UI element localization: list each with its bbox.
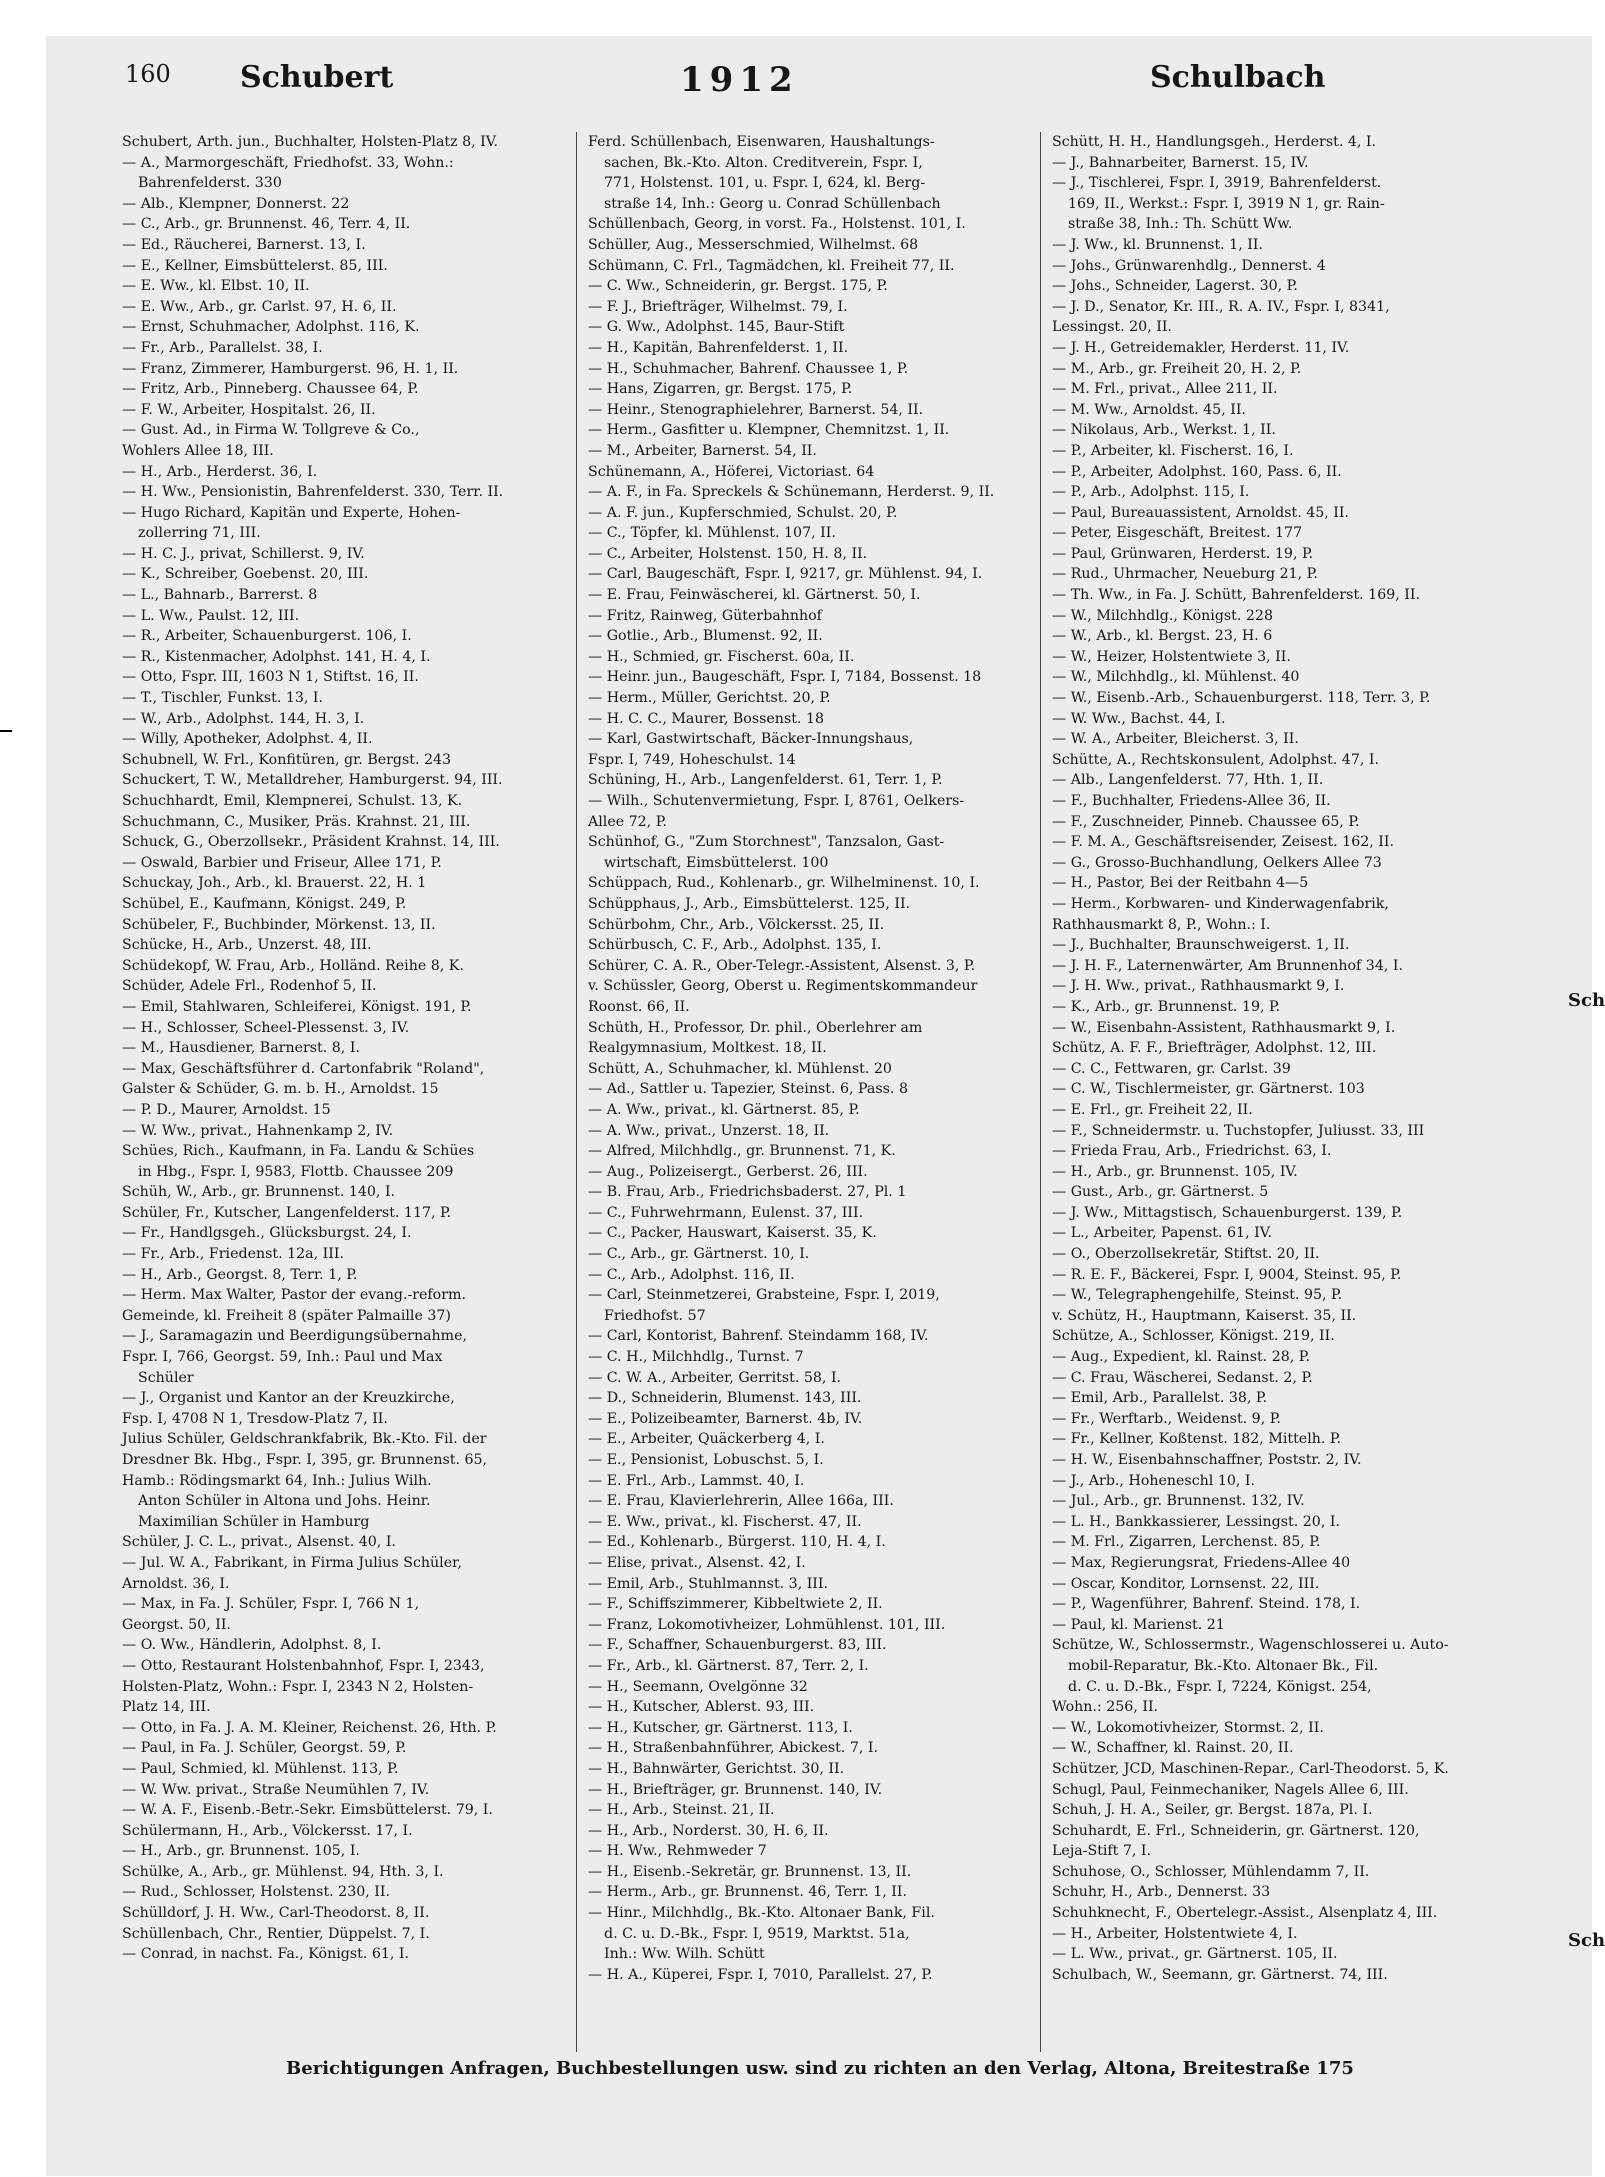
directory-entry: Schüh, W., Arb., gr. Brunnenst. 140, I. <box>122 1184 396 1201</box>
directory-entry: — W., Eisenbahn-Assistent, Rathhausmarkt 9, I. <box>1052 1019 1396 1036</box>
directory-entry: Friedhofst. 57 <box>604 1307 706 1324</box>
directory-entry: Schuchhardt, Emil, Klempnerei, Schulst. 13, K. <box>122 793 463 809</box>
directory-entry: — E. Frau, Klavierlehrerin, Allee 166a, III. <box>588 1493 894 1510</box>
directory-entry: — C., Arb., gr. Brunnenst. 46, Terr. 4, II. <box>122 216 411 233</box>
directory-entry: — H., Arb., Steinst. 21, II. <box>588 1802 775 1819</box>
directory-entry: straße 14, Inh.: Georg u. Conrad Schüllenbach <box>604 195 941 212</box>
directory-entry: — J. H. Ww., privat., Rathhausmarkt 9, I. <box>1052 978 1345 995</box>
directory-entry: — Fr., Arb., Parallelst. 38, I. <box>122 339 323 356</box>
directory-entry: — Heinr. jun., Baugeschäft, Fspr. I, 7184, Bossenst. 18 <box>588 669 982 686</box>
directory-entry: — H. C. C., Maurer, Bossenst. 18 <box>588 710 824 727</box>
directory-entry: — W., Milchhdlg., Königst. 228 <box>1052 607 1273 624</box>
directory-entry: — H., Kutscher, gr. Gärtnerst. 113, I. <box>588 1719 853 1736</box>
directory-entry: — Ernst, Schuhmacher, Adolphst. 116, K. <box>122 319 420 336</box>
directory-entry: — Oswald, Barbier und Friseur, Allee 171, P. <box>122 854 442 871</box>
directory-entry: — A. F., in Fa. Spreckels & Schünemann, Herderst. 9, II. <box>588 484 995 501</box>
directory-entry: — Karl, Gastwirtschaft, Bäcker-Innungshaus, <box>588 731 914 748</box>
directory-entry: — J. Ww., Mittagstisch, Schauenburgerst. 139, P. <box>1052 1204 1403 1221</box>
directory-column-3 <box>1052 132 1452 1985</box>
directory-entry: — E. Ww., privat., kl. Fischerst. 47, II. <box>588 1513 862 1530</box>
directory-entry: Inh.: Ww. Wilh. Schütt <box>604 1946 765 1963</box>
directory-entry: — Johs., Grünwarenhdlg., Dennerst. 4 <box>1052 257 1326 274</box>
directory-entry: Rathhausmarkt 8, P., Wohn.: I. <box>1052 916 1271 933</box>
directory-entry: — Carl, Baugeschäft, Fspr. I, 9217, gr. Mühlenst. 94, I. <box>588 566 983 583</box>
directory-entry: — H. Ww., Pensionistin, Bahrenfelderst. 330, Terr. II. <box>122 484 504 501</box>
directory-entry: — Alfred, Milchhdlg., gr. Brunnenst. 71, K. <box>588 1143 896 1160</box>
directory-entry: — H. W., Eisenbahnschaffner, Poststr. 2, IV. <box>1052 1452 1362 1468</box>
directory-entry: in Hbg., Fspr. I, 9583, Flottb. Chaussee 209 <box>138 1163 454 1180</box>
directory-entry: — H., Kapitän, Bahrenfelderst. 1, II. <box>588 339 849 356</box>
directory-entry: — A. F. jun., Kupferschmied, Schulst. 20, P. <box>588 504 898 521</box>
crop-mark <box>0 730 12 732</box>
directory-entry: — W. A., Arbeiter, Bleicherst. 3, II. <box>1052 731 1299 748</box>
directory-entry: Schübeler, F., Buchbinder, Mörkenst. 13, II. <box>122 916 436 933</box>
directory-entry: — H., Arbeiter, Holstentwiete 4, I. <box>1052 1925 1298 1942</box>
directory-entry: — F., Buchhalter, Friedens-Allee 36, II. <box>1052 793 1331 809</box>
directory-entry: straße 38, Inh.: Th. Schütt Ww. <box>1068 216 1293 233</box>
directory-entry: — H., Arb., Norderst. 30, H. 6, II. <box>588 1822 829 1839</box>
directory-entry: Schulbach, W., Seemann, gr. Gärtnerst. 74, III. <box>1052 1966 1388 1983</box>
directory-entry: — Hans, Zigarren, gr. Bergst. 175, P. <box>588 381 853 398</box>
directory-entry: — Hinr., Milchhdlg., Bk.-Kto. Altonaer Bank, Fil. <box>588 1905 935 1922</box>
directory-entry: — M., Arbeiter, Barnerst. 54, II. <box>588 442 817 459</box>
directory-entry: Schubnell, W. Frl., Konfitüren, gr. Bergst. 243 <box>122 751 452 768</box>
directory-entry: — Nikolaus, Arb., Werkst. 1, II. <box>1052 422 1276 439</box>
directory-entry: — Emil, Stahlwaren, Schleiferei, Königst. 191, P. <box>122 998 472 1015</box>
directory-entry: — T., Tischler, Funkst. 13, I. <box>122 690 324 707</box>
directory-entry: — J., Organist und Kantor an der Kreuzkirche, <box>122 1390 455 1407</box>
directory-entry: — Ed., Räucherei, Barnerst. 13, I. <box>122 236 366 253</box>
directory-entry: Hamb.: Rödingsmarkt 64, Inh.: Julius Wilh. <box>122 1472 432 1489</box>
directory-entry: — H., Bahnwärter, Gerichtst. 30, II. <box>588 1760 845 1777</box>
directory-entry: — Franz, Zimmerer, Hamburgerst. 96, H. 1, II. <box>122 360 459 377</box>
directory-entry: 771, Holstenst. 101, u. Fspr. I, 624, kl. Berg- <box>604 175 926 192</box>
directory-entry: v. Schüssler, Georg, Oberst u. Regimentskommandeur <box>588 978 978 995</box>
directory-entry: — D., Schneiderin, Blumenst. 143, III. <box>588 1390 862 1407</box>
directory-entry: Schuhr, H., Arb., Dennerst. 33 <box>1052 1884 1271 1901</box>
directory-entry: Schuchmann, C., Musiker, Präs. Krahnst. 21, III. <box>122 813 471 830</box>
directory-entry: — Herm., Gasfitter u. Klempner, Chemnitzst. 1, II. <box>588 422 950 439</box>
directory-entry: Anton Schüler in Altona und Johs. Heinr. <box>138 1493 431 1510</box>
directory-entry: Schuhknecht, F., Obertelegr.-Assist., Alsenplatz 4, III. <box>1052 1905 1438 1922</box>
directory-entry: — Paul, in Fa. J. Schüler, Georgst. 59, P. <box>122 1740 407 1757</box>
directory-entry: Schünemann, A., Höferei, Victoriast. 64 <box>588 463 875 480</box>
directory-entry: — H., Arb., Herderst. 36, I. <box>122 463 318 480</box>
directory-entry: Schuckay, Joh., Arb., kl. Brauerst. 22, H. 1 <box>122 875 427 892</box>
directory-entry: — J., Saramagazin und Beerdigungsübernahme, <box>122 1328 468 1345</box>
directory-entry: — H., Eisenb.-Sekretär, gr. Brunnenst. 13, II. <box>588 1863 912 1880</box>
directory-entry: Realgymnasium, Moltkest. 18, II. <box>588 1040 827 1057</box>
directory-entry: — H. C. J., privat, Schillerst. 9, IV. <box>122 545 365 562</box>
directory-entry: — R., Arbeiter, Schauenburgerst. 106, I. <box>122 628 412 645</box>
directory-entry: — W. Ww., privat., Hahnenkamp 2, IV. <box>122 1122 394 1139</box>
directory-entry: — F., Zuschneider, Pinneb. Chaussee 65, P. <box>1052 813 1360 830</box>
directory-entry: — J. H. F., Laternenwärter, Am Brunnenhof 34, I. <box>1052 957 1403 974</box>
edge-mark: Sch <box>1568 990 1605 1011</box>
directory-entry: — Rud., Schlosser, Holstenst. 230, II. <box>122 1884 390 1901</box>
directory-entry: sachen, Bk.-Kto. Alton. Creditverein, Fspr. I, <box>604 154 923 171</box>
directory-entry: Schützer, JCD, Maschinen-Repar., Carl-Theodorst. 5, K. <box>1052 1760 1449 1777</box>
directory-entry: — E. Ww., kl. Elbst. 10, II. <box>122 278 310 295</box>
directory-entry: — C., Arb., Adolphst. 116, II. <box>588 1266 795 1283</box>
directory-entry: Fspr. I, 749, Hoheschulst. 14 <box>588 751 796 768</box>
directory-entry: — A., Marmorgeschäft, Friedhofst. 33, Wohn.: <box>122 154 454 171</box>
directory-entry: Schüpphaus, J., Arb., Eimsbüttelerst. 125, II. <box>588 895 911 912</box>
directory-entry: — F. W., Arbeiter, Hospitalst. 26, II. <box>122 401 376 418</box>
directory-entry: — Paul, Schmied, kl. Mühlenst. 113, P. <box>122 1760 399 1777</box>
directory-entry: — Herm., Korbwaren- und Kinderwagenfabrik, <box>1052 895 1389 912</box>
directory-entry: — E., Arbeiter, Quäckerberg 4, I. <box>588 1431 825 1448</box>
directory-entry: — C. W. A., Arbeiter, Gerritst. 58, I. <box>588 1369 842 1386</box>
directory-column-1 <box>122 132 522 1965</box>
directory-entry: Schües, Rich., Kaufmann, in Fa. Landu & Schües <box>122 1143 475 1160</box>
directory-entry: — J. D., Senator, Kr. III., R. A. IV., Fspr. I, 8341, <box>1052 298 1390 315</box>
directory-entry: — Gotlie., Arb., Blumenst. 92, II. <box>588 628 823 645</box>
header-year: 1912 <box>680 60 799 100</box>
directory-entry: Schülermann, H., Arb., Völckersst. 17, I. <box>122 1822 413 1839</box>
directory-entry: — C. Frau, Wäscherei, Sedanst. 2, P. <box>1052 1369 1313 1386</box>
directory-entry: v. Schütz, H., Hauptmann, Kaiserst. 35, II. <box>1052 1307 1357 1324</box>
directory-entry: Lessingst. 20, II. <box>1052 319 1172 336</box>
directory-entry: — P., Arb., Adolphst. 115, I. <box>1052 484 1250 501</box>
directory-entry: — C., Töpfer, kl. Mühlenst. 107, II. <box>588 525 836 542</box>
directory-entry: — Fr., Handlgsgeh., Glücksburgst. 24, I. <box>122 1225 412 1242</box>
directory-entry: — L. Ww., Paulst. 12, III. <box>122 607 300 624</box>
directory-entry: — Emil, Arb., Parallelst. 38, P. <box>1052 1390 1268 1407</box>
directory-entry: — G. Ww., Adolphst. 145, Baur-Stift <box>588 319 845 336</box>
directory-entry: — P. D., Maurer, Arnoldst. 15 <box>122 1101 331 1118</box>
directory-entry: — F. M. A., Geschäftsreisender, Zeisest. 162, II. <box>1052 834 1394 851</box>
directory-entry: mobil-Reparatur, Bk.-Kto. Altonaer Bk., Fil. <box>1068 1657 1379 1674</box>
directory-entry: — F. J., Briefträger, Wilhelmst. 79, I. <box>588 298 848 315</box>
directory-entry: — Otto, Fspr. III, 1603 N 1, Stiftst. 16, II. <box>122 669 419 686</box>
directory-entry: Schütte, A., Rechtskonsulent, Adolphst. 47, I. <box>1052 751 1379 768</box>
directory-entry: — Emil, Arb., Stuhlmannst. 3, III. <box>588 1575 829 1592</box>
directory-entry: — B. Frau, Arb., Friedrichsbaderst. 27, Pl. 1 <box>588 1184 907 1201</box>
directory-entry: — Th. Ww., in Fa. J. Schütt, Bahrenfelderst. 169, II. <box>1052 587 1420 604</box>
directory-entry: — H., Briefträger, gr. Brunnenst. 140, IV. <box>588 1781 883 1798</box>
directory-entry: — L. H., Bankkassierer, Lessingst. 20, I. <box>1052 1513 1340 1530</box>
directory-entry: zollerring 71, III. <box>138 525 261 542</box>
directory-entry: — C. Ww., Schneiderin, gr. Bergst. 175, P. <box>588 278 888 295</box>
directory-entry: — W. A. F., Eisenb.-Betr.-Sekr. Eimsbüttelerst. 79, I. <box>122 1802 493 1819</box>
directory-entry: — H., Seemann, Ovelgönne 32 <box>588 1678 808 1695</box>
directory-entry: — C., Arbeiter, Holstenst. 150, H. 8, II. <box>588 545 868 562</box>
directory-entry: — Rud., Uhrmacher, Neueburg 21, P. <box>1052 566 1318 583</box>
directory-entry: — Oscar, Konditor, Lornsenst. 22, III. <box>1052 1575 1320 1592</box>
edge-mark: Sch <box>1568 1930 1605 1951</box>
directory-entry: Schuh, J. H. A., Seiler, gr. Bergst. 187a, Pl. I. <box>1052 1802 1373 1819</box>
directory-entry: Schürbusch, C. F., Arb., Adolphst. 135, I. <box>588 937 882 954</box>
directory-entry: — Paul, Bureauassistent, Arnoldst. 45, II. <box>1052 504 1350 521</box>
directory-entry: — M., Hausdiener, Barnerst. 8, I. <box>122 1040 360 1057</box>
directory-entry: Schütt, A., Schuhmacher, kl. Mühlenst. 20 <box>588 1060 892 1077</box>
page-footer: Berichtigungen Anfragen, Buchbestellungen usw. sind zu richten an den Verlag, Altona, Breitestraße 175 <box>286 2058 1354 2079</box>
directory-entry: — Carl, Kontorist, Bahrenf. Steindamm 168, IV. <box>588 1328 929 1345</box>
directory-entry: — Herm. Max Walter, Pastor der evang.-reform. <box>122 1287 466 1304</box>
directory-entry: — H., Kutscher, Ablerst. 93, III. <box>588 1699 815 1716</box>
directory-entry: — Max, Regierungsrat, Friedens-Allee 40 <box>1052 1554 1351 1571</box>
directory-entry: Platz 14, III. <box>122 1699 211 1716</box>
directory-entry: — Elise, privat., Alsenst. 42, I. <box>588 1554 806 1571</box>
directory-entry: — K., Schreiber, Goebenst. 20, III. <box>122 566 369 583</box>
directory-entry: — Hugo Richard, Kapitän und Experte, Hohen- <box>122 504 461 521</box>
directory-entry: Schuhose, O., Schlosser, Mühlendamm 7, II. <box>1052 1863 1370 1880</box>
directory-entry: Schütt, H. H., Handlungsgeh., Herderst. 4, I. <box>1052 134 1376 150</box>
directory-entry: — Ad., Sattler u. Tapezier, Steinst. 6, Pass. 8 <box>588 1081 908 1098</box>
directory-entry: — L., Arbeiter, Papenst. 61, IV. <box>1052 1225 1272 1242</box>
directory-entry: — Aug., Expedient, kl. Rainst. 28, P. <box>1052 1349 1310 1366</box>
directory-entry: Holsten-Platz, Wohn.: Fspr. I, 2343 N 2, Holsten- <box>122 1678 474 1695</box>
directory-entry: — Heinr., Stenographielehrer, Barnerst. 54, II. <box>588 401 924 418</box>
directory-entry: — J., Bahnarbeiter, Barnerst. 15, IV. <box>1052 154 1309 171</box>
directory-entry: — Otto, Restaurant Holstenbahnhof, Fspr. I, 2343, <box>122 1657 485 1674</box>
directory-entry: Schütze, W., Schlossermstr., Wagenschlosserei u. Auto- <box>1052 1637 1449 1654</box>
directory-entry: Fspr. I, 766, Georgst. 59, Inh.: Paul und Max <box>122 1349 443 1366</box>
directory-entry: — Fritz, Rainweg, Güterbahnhof <box>588 607 822 624</box>
directory-entry: Dresdner Bk. Hbg., Fspr. I, 395, gr. Brunnenst. 65, <box>122 1452 488 1468</box>
directory-entry: — Ed., Kohlenarb., Bürgerst. 110, H. 4, I. <box>588 1534 886 1551</box>
directory-entry: — Fritz, Arb., Pinneberg. Chaussee 64, P. <box>122 381 419 398</box>
directory-entry: — C. C., Fettwaren, gr. Carlst. 39 <box>1052 1060 1291 1077</box>
directory-entry: — Herm., Müller, Gerichtst. 20, P. <box>588 690 831 707</box>
directory-entry: — Johs., Schneider, Lagerst. 30, P. <box>1052 278 1298 295</box>
directory-entry: — H., Arb., Georgst. 8, Terr. 1, P. <box>122 1266 358 1283</box>
directory-entry: Schubert, Arth. jun., Buchhalter, Holsten-Platz 8, IV. <box>122 134 499 150</box>
directory-entry: — M. Ww., Arnoldst. 45, II. <box>1052 401 1246 418</box>
directory-entry: Fsp. I, 4708 N 1, Tresdow-Platz 7, II. <box>122 1410 388 1427</box>
directory-entry: Schuck, G., Oberzollsekr., Präsident Krahnst. 14, III. <box>122 834 500 851</box>
directory-entry: — W., Heizer, Holstentwiete 3, II. <box>1052 648 1291 665</box>
directory-entry: — M. Frl., privat., Allee 211, II. <box>1052 381 1278 398</box>
directory-entry: — C. W., Tischlermeister, gr. Gärtnerst. 103 <box>1052 1081 1365 1098</box>
directory-entry: — Fr., Kellner, Koßtenst. 182, Mittelh. P. <box>1052 1431 1342 1448</box>
directory-entry: — W. Ww. privat., Straße Neumühlen 7, IV. <box>122 1781 430 1798</box>
directory-entry: — Alb., Klempner, Donnerst. 22 <box>122 195 350 212</box>
directory-entry: Schüler, J. C. L., privat., Alsenst. 40, I. <box>122 1534 396 1551</box>
directory-entry: Schüth, H., Professor, Dr. phil., Oberlehrer am <box>588 1019 923 1036</box>
directory-entry: — E., Kellner, Eimsbüttelerst. 85, III. <box>122 257 388 274</box>
directory-entry: — Aug., Polizeisergt., Gerberst. 26, III. <box>588 1163 868 1180</box>
directory-entry: — O., Oberzollsekretär, Stiftst. 20, II. <box>1052 1246 1320 1263</box>
directory-entry: Schüder, Adele Frl., Rodenhof 5, II. <box>122 978 377 995</box>
directory-entry: — Otto, in Fa. J. A. M. Kleiner, Reichenst. 26, Hth. P. <box>122 1719 497 1736</box>
directory-entry: Schüler, Fr., Kutscher, Langenfelderst. 117, P. <box>122 1204 452 1221</box>
directory-entry: Roonst. 66, II. <box>588 998 690 1015</box>
directory-entry: — H., Schmied, gr. Fischerst. 60a, II. <box>588 648 855 665</box>
directory-entry: — Conrad, in nachst. Fa., Königst. 61, I. <box>122 1946 410 1963</box>
directory-entry: — W., Milchhdlg., kl. Mühlenst. 40 <box>1052 669 1300 686</box>
directory-entry: — W., Schaffner, kl. Rainst. 20, II. <box>1052 1740 1294 1757</box>
directory-entry: — E. Ww., Arb., gr. Carlst. 97, H. 6, II. <box>122 298 397 315</box>
directory-entry: — J. H., Getreidemakler, Herderst. 11, IV. <box>1052 339 1350 356</box>
directory-entry: Schugl, Paul, Feinmechaniker, Nagels Allee 6, III. <box>1052 1781 1409 1798</box>
directory-entry: — Carl, Steinmetzerei, Grabsteine, Fspr. I, 2019, <box>588 1287 940 1304</box>
directory-entry: Ferd. Schüllenbach, Eisenwaren, Haushaltungs- <box>588 134 935 150</box>
directory-entry: — J., Arb., Hoheneschl 10, I. <box>1052 1472 1256 1489</box>
directory-entry: — F., Schiffszimmerer, Kibbeltwiete 2, II. <box>588 1596 883 1613</box>
directory-entry: — A. Ww., privat., Unzerst. 18, II. <box>588 1122 830 1139</box>
directory-entry: — W. Ww., Bachst. 44, I. <box>1052 710 1226 727</box>
directory-entry: — R. E. F., Bäckerei, Fspr. I, 9004, Steinst. 95, P. <box>1052 1266 1402 1283</box>
directory-entry: — E. Frl., gr. Freiheit 22, II. <box>1052 1101 1253 1118</box>
directory-entry: — Jul. W. A., Fabrikant, in Firma Julius Schüler, <box>122 1554 462 1571</box>
directory-entry: Schülke, A., Arb., gr. Mühlenst. 94, Hth. 3, I. <box>122 1863 444 1880</box>
directory-entry: Schünhof, G., "Zum Storchnest", Tanzsalon, Gast- <box>588 834 945 851</box>
directory-entry: d. C. u. D.-Bk., Fspr. I, 7224, Königst. 254, <box>1068 1678 1372 1695</box>
directory-entry: — Fr., Arb., kl. Gärtnerst. 87, Terr. 2, I. <box>588 1657 869 1674</box>
directory-entry: — L., Bahnarb., Barrerst. 8 <box>122 587 318 604</box>
directory-entry: Schüllenbach, Chr., Rentier, Düppelst. 7, I. <box>122 1925 430 1942</box>
directory-entry: — M. Frl., Zigarren, Lerchenst. 85, P. <box>1052 1534 1321 1551</box>
directory-entry: — F., Schneidermstr. u. Tuchstopfer, Juliusst. 33, III <box>1052 1122 1425 1139</box>
directory-entry: Schümann, C. Frl., Tagmädchen, kl. Freiheit 77, II. <box>588 257 955 274</box>
directory-entry: — L. Ww., privat., gr. Gärtnerst. 105, II. <box>1052 1946 1338 1963</box>
directory-entry: — P., Arbeiter, Adolphst. 160, Pass. 6, II. <box>1052 463 1342 480</box>
directory-entry: — H. A., Küperei, Fspr. I, 7010, Parallelst. 27, P. <box>588 1966 933 1983</box>
directory-entry: — Peter, Eisgeschäft, Breitest. 177 <box>1052 525 1303 542</box>
directory-entry: — Gust., Arb., gr. Gärtnerst. 5 <box>1052 1184 1269 1201</box>
directory-entry: — J., Tischlerei, Fspr. I, 3919, Bahrenfelderst. <box>1052 175 1382 192</box>
directory-entry: d. C. u. D.-Bk., Fspr. I, 9519, Marktst. 51a, <box>604 1925 910 1942</box>
directory-entry: — A. Ww., privat., kl. Gärtnerst. 85, P. <box>588 1101 860 1118</box>
directory-entry: — E., Polizeibeamter, Barnerst. 4b, IV. <box>588 1410 863 1427</box>
directory-entry: — H., Straßenbahnführer, Abickest. 7, I. <box>588 1740 878 1757</box>
directory-entry: — G., Grosso-Buchhandlung, Oelkers Allee 73 <box>1052 854 1382 871</box>
directory-entry: — R., Kistenmacher, Adolphst. 141, H. 4, I. <box>122 648 431 665</box>
directory-entry: Schülldorf, J. H. Ww., Carl-Theodorst. 8, II. <box>122 1905 430 1922</box>
directory-entry: Julius Schüler, Geldschrankfabrik, Bk.-Kto. Fil. der <box>122 1431 487 1448</box>
directory-entry: — Willy, Apotheker, Adolphst. 4, II. <box>122 731 373 748</box>
directory-entry: Schübel, E., Kaufmann, Königst. 249, P. <box>122 895 407 912</box>
directory-entry: — C., Fuhrwehrmann, Eulenst. 37, III. <box>588 1204 864 1221</box>
directory-entry: — Gust. Ad., in Firma W. Tollgreve & Co., <box>122 422 420 439</box>
directory-entry: — H., Pastor, Bei der Reitbahn 4—5 <box>1052 875 1309 892</box>
directory-entry: — Frieda Frau, Arb., Friedrichst. 63, I. <box>1052 1143 1332 1160</box>
directory-entry: — Paul, kl. Marienst. 21 <box>1052 1616 1225 1633</box>
directory-entry: — C., Arb., gr. Gärtnerst. 10, I. <box>588 1246 810 1263</box>
directory-entry: Arnoldst. 36, I. <box>122 1575 230 1592</box>
directory-entry: — Max, Geschäftsführer d. Cartonfabrik "Roland", <box>122 1060 485 1077</box>
header-left-keyword: Schubert <box>240 60 394 95</box>
directory-entry: — E. Frl., Arb., Lammst. 40, I. <box>588 1472 805 1489</box>
directory-entry: — E. Frau, Feinwäscherei, kl. Gärtnerst. 50, I. <box>588 587 921 604</box>
directory-entry: Leja-Stift 7, I. <box>1052 1843 1152 1860</box>
directory-entry: Schüning, H., Arb., Langenfelderst. 61, Terr. 1, P. <box>588 772 943 789</box>
directory-entry: — M., Arb., gr. Freiheit 20, H. 2, P. <box>1052 360 1302 377</box>
directory-entry: Schürer, C. A. R., Ober-Telegr.-Assistent, Alsenst. 3, P. <box>588 957 976 974</box>
directory-entry: Schücke, H., Arb., Unzerst. 48, III. <box>122 937 372 954</box>
next-page-edge <box>1566 130 1605 2030</box>
directory-entry: 169, II., Werkst.: Fspr. I, 3919 N 1, gr. Rain- <box>1068 195 1385 212</box>
directory-entry: — C., Packer, Hauswart, Kaiserst. 35, K. <box>588 1225 877 1242</box>
header-right-keyword: Schulbach <box>1150 60 1326 95</box>
directory-entry: — H., Schlosser, Scheel-Plessenst. 3, IV. <box>122 1019 410 1036</box>
directory-entry: — E., Pensionist, Lobuschst. 5, I. <box>588 1452 824 1468</box>
directory-entry: — Jul., Arb., gr. Brunnenst. 132, IV. <box>1052 1493 1305 1510</box>
directory-entry: Maximilian Schüler in Hamburg <box>138 1513 370 1530</box>
directory-entry: — Fr., Werftarb., Weidenst. 9, P. <box>1052 1410 1281 1427</box>
directory-entry: — Max, in Fa. J. Schüler, Fspr. I, 766 N 1, <box>122 1596 420 1613</box>
directory-entry: — Alb., Langenfelderst. 77, Hth. 1, II. <box>1052 772 1324 789</box>
directory-entry: — C. H., Milchhdlg., Turnst. 7 <box>588 1349 804 1366</box>
directory-entry: Georgst. 50, II. <box>122 1616 231 1633</box>
directory-entry: — Wilh., Schutenvermietung, Fspr. I, 8761, Oelkers- <box>588 793 965 809</box>
directory-entry: Bahrenfelderst. 330 <box>138 175 282 192</box>
directory-entry: — W., Eisenb.-Arb., Schauenburgerst. 118, Terr. 3, P. <box>1052 690 1431 707</box>
column-divider <box>1040 132 1041 2052</box>
directory-entry: Allee 72, P. <box>588 813 667 830</box>
page-header <box>80 50 1326 110</box>
directory-entry: — W., Telegraphengehilfe, Steinst. 95, P. <box>1052 1287 1343 1304</box>
directory-entry: — W., Arb., kl. Bergst. 23, H. 6 <box>1052 628 1273 645</box>
directory-entry: Schürbohm, Chr., Arb., Völckersst. 25, II. <box>588 916 885 933</box>
page-number: 160 <box>125 60 171 88</box>
directory-entry: — H., Arb., gr. Brunnenst. 105, I. <box>122 1843 360 1860</box>
column-divider <box>576 132 577 2052</box>
directory-column-2 <box>588 132 995 1985</box>
directory-entry: Schütze, A., Schlosser, Königst. 219, II. <box>1052 1328 1335 1345</box>
directory-entry: Schüler <box>138 1369 194 1386</box>
directory-entry: — Herm., Arb., gr. Brunnenst. 46, Terr. 1, II. <box>588 1884 907 1901</box>
directory-entry: Wohlers Allee 18, III. <box>122 442 274 459</box>
directory-entry: — H., Schuhmacher, Bahrenf. Chaussee 1, P. <box>588 360 909 377</box>
directory-entry: Schuhardt, E. Frl., Schneiderin, gr. Gärtnerst. 120, <box>1052 1822 1420 1839</box>
directory-entry: Schuckert, T. W., Metalldreher, Hamburgerst. 94, III. <box>122 772 503 789</box>
directory-entry: Schütz, A. F. F., Briefträger, Adolphst. 12, III. <box>1052 1040 1377 1057</box>
directory-entry: wirtschaft, Eimsbüttelerst. 100 <box>604 854 829 871</box>
directory-entry: — H., Arb., gr. Brunnenst. 105, IV. <box>1052 1163 1298 1180</box>
directory-entry: Schüllenbach, Georg, in vorst. Fa., Holstenst. 101, I. <box>588 216 966 233</box>
directory-entry: — K., Arb., gr. Brunnenst. 19, P. <box>1052 998 1281 1015</box>
directory-entry: — Franz, Lokomotivheizer, Lohmühlenst. 101, III. <box>588 1616 946 1633</box>
directory-entry: — P., Arbeiter, kl. Fischerst. 16, I. <box>1052 442 1294 459</box>
directory-entry: — W., Arb., Adolphst. 144, H. 3, I. <box>122 710 365 727</box>
directory-entry: Schüdekopf, W. Frau, Arb., Holländ. Reihe 8, K. <box>122 957 464 974</box>
directory-entry: Schüller, Aug., Messerschmied, Wilhelmst. 68 <box>588 236 919 253</box>
directory-entry: — H. Ww., Rehmweder 7 <box>588 1843 767 1860</box>
directory-entry: — W., Lokomotivheizer, Stormst. 2, II. <box>1052 1719 1324 1736</box>
directory-entry: — J., Buchhalter, Braunschweigerst. 1, II. <box>1052 937 1350 954</box>
directory-entry: Wohn.: 256, II. <box>1052 1699 1159 1716</box>
directory-entry: — F., Schaffner, Schauenburgerst. 83, III. <box>588 1637 887 1654</box>
directory-entry: — Paul, Grünwaren, Herderst. 19, P. <box>1052 545 1314 562</box>
directory-entry: — O. Ww., Händlerin, Adolphst. 8, I. <box>122 1637 382 1654</box>
directory-entry: Schüppach, Rud., Kohlenarb., gr. Wilhelminenst. 10, I. <box>588 875 980 892</box>
directory-entry: — J. Ww., kl. Brunnenst. 1, II. <box>1052 236 1263 253</box>
directory-entry: Gemeinde, kl. Freiheit 8 (später Palmaille 37) <box>122 1307 451 1324</box>
directory-entry: — P., Wagenführer, Bahrenf. Steind. 178, I. <box>1052 1596 1361 1613</box>
directory-entry: — Fr., Arb., Friedenst. 12a, III. <box>122 1246 344 1263</box>
directory-entry: Galster & Schüder, G. m. b. H., Arnoldst. 15 <box>122 1081 439 1098</box>
